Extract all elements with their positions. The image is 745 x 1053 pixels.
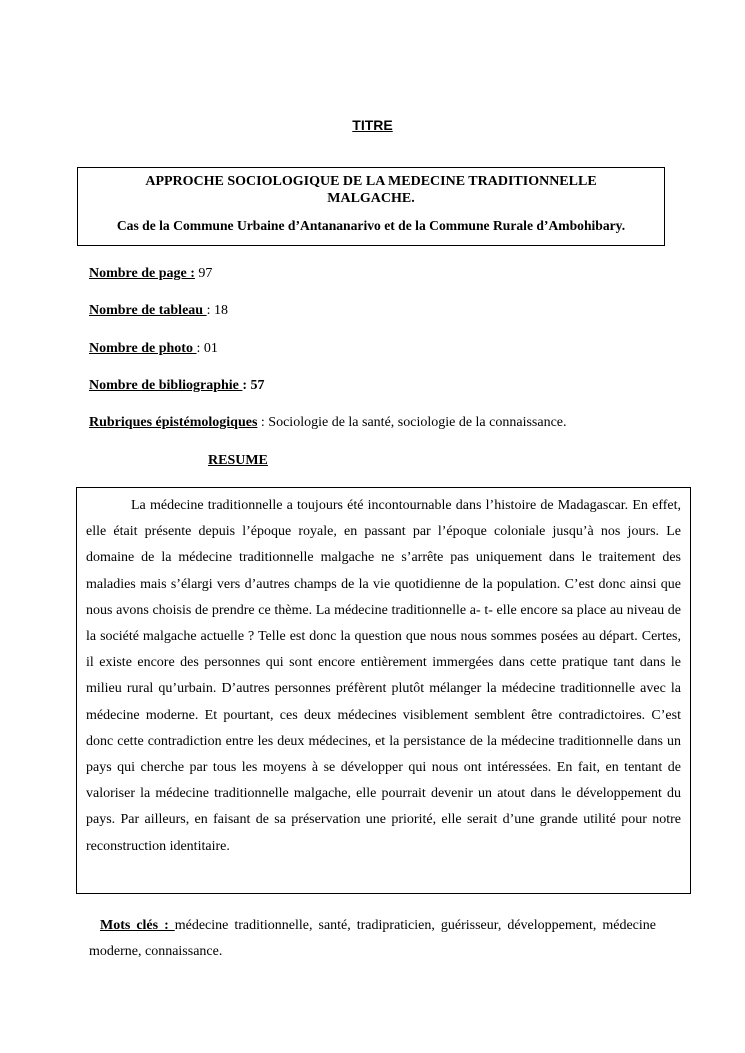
summary-box bbox=[76, 487, 691, 894]
meta-pages-label: Nombre de page : bbox=[89, 266, 195, 281]
page-heading: TITRE bbox=[352, 117, 393, 133]
meta-rubriques-label: Rubriques épistémologiques bbox=[89, 415, 258, 430]
thesis-subtitle: Cas de la Commune Urbaine d’Antananarivo et de la Commune Rurale d’Ambohibary. bbox=[116, 218, 626, 233]
keywords-label: Mots clés : bbox=[100, 918, 175, 933]
meta-biblio-value: : 57 bbox=[242, 378, 265, 393]
meta-biblio-label: Nombre de bibliographie bbox=[89, 378, 243, 393]
meta-photos-value: : 01 bbox=[196, 341, 218, 356]
meta-rubriques-value: : Sociologie de la santé, sociologie de la connaissance. bbox=[260, 415, 567, 430]
meta-tables bbox=[89, 303, 228, 319]
meta-tables-label: Nombre de tableau bbox=[89, 303, 207, 318]
meta-tables-value: : 18 bbox=[206, 303, 228, 318]
meta-photos bbox=[89, 341, 218, 357]
meta-pages bbox=[89, 266, 212, 282]
summary-text: La médecine traditionnelle a toujours été incontournable dans l’histoire de Madagascar. En effet, elle était présente depuis l’époque royale, en passant par l’époque coloniale jusqu’à nos jours. Le domaine de la médecine traditionnelle malgache ne s’arrête pas uniquement dans le traitement des maladies mais s’élargi vers d’autres champs de la vie quotidienne de la population. C’est donc ainsi que nous avons choisis de prendre ce thème. La médecine traditionnelle a- t- elle encore sa place au niveau de la société malgache actuelle ? Telle est donc la question que nous nous sommes posées au départ. Certes, il existe encore des personnes qui sont encore entièrement immergées dans cette pratique tant dans le milieu rural qu’urbain. D’autres personnes préfèrent plutôt mélanger la médecine traditionnelle avec la médecine moderne. Et pourtant, ces deux médecines visiblement semblent être contradictoires. C’est donc cette contradiction entre les deux médecines, et la persistance de la médecine traditionnelle dans un pays qui cherche par tous les moyens à se développer qui nous ont intéressées. En fait, en tentant de valoriser la médecine traditionnelle malgache, elle pourrait devenir un atout dans le développement du pays. Par ailleurs, en faisant de sa préservation une priorité, elle serait d’une grande utilité pour notre reconstruction identitaire. bbox=[86, 498, 681, 854]
resume-heading: RESUME bbox=[208, 453, 268, 468]
keywords bbox=[89, 913, 656, 965]
keywords-value: médecine traditionnelle, santé, tradipraticien, guérisseur, développement, médecine moderne, connaissance. bbox=[89, 918, 656, 959]
title-box bbox=[77, 167, 665, 246]
meta-photos-label: Nombre de photo bbox=[89, 341, 197, 356]
meta-rubriques bbox=[89, 415, 567, 431]
meta-pages-value: 97 bbox=[198, 266, 213, 281]
meta-bibliography bbox=[89, 378, 265, 394]
thesis-title: APPROCHE SOCIOLOGIQUE DE LA MEDECINE TRADITIONNELLE MALGACHE. bbox=[145, 174, 597, 206]
